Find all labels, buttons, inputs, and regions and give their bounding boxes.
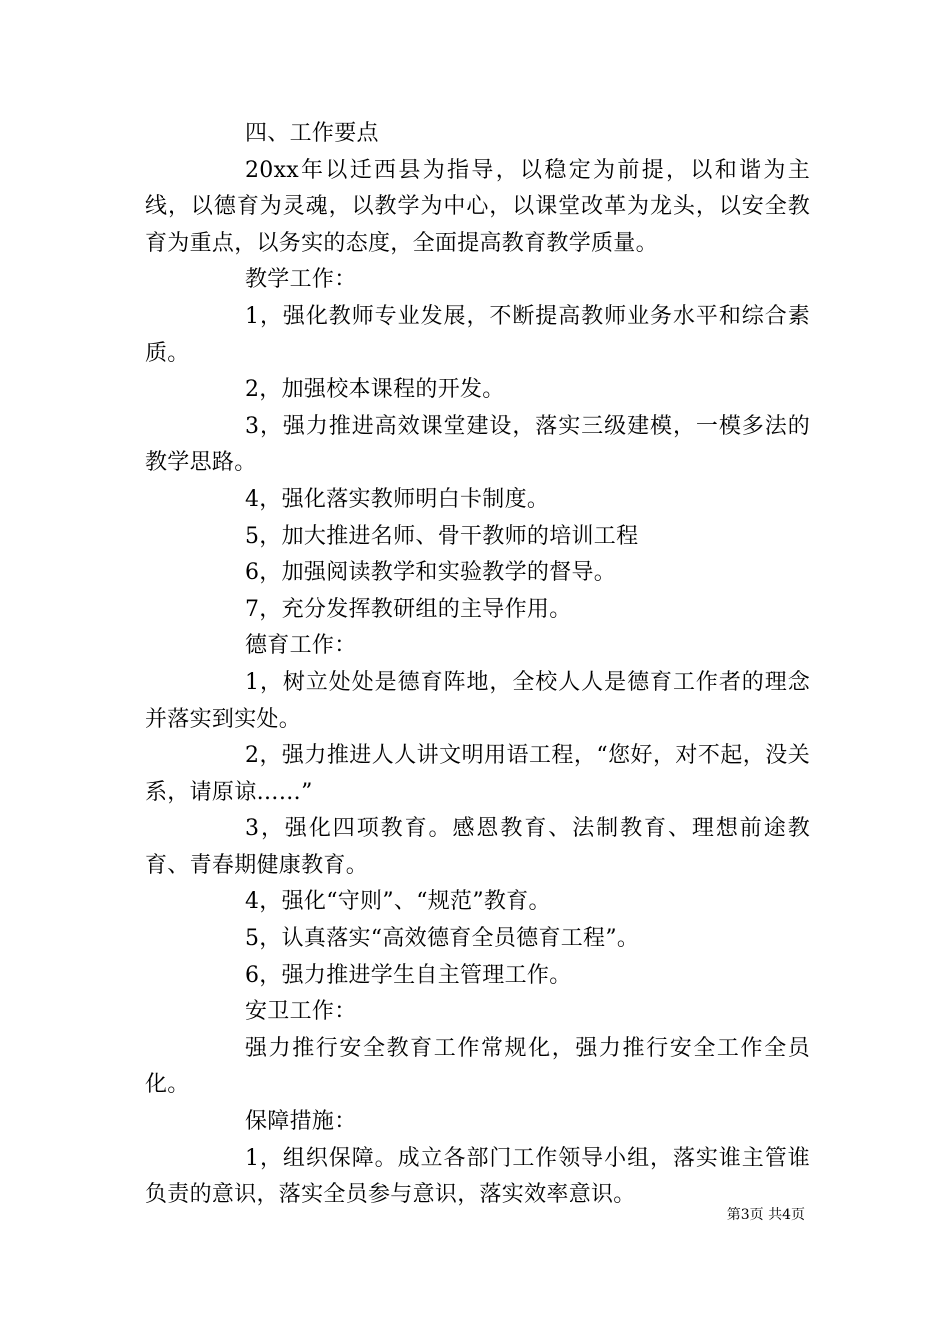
measures-item: 1，组织保障。成立各部门工作领导小组，落实谁主管谁负责的意识，落实全员参与意识，落实效率意识。	[145, 1145, 810, 1208]
teaching-heading: 教学工作：	[245, 267, 357, 293]
measures-heading: 保障措施：	[245, 1109, 357, 1135]
moral-item: 4，强化“守则”、“规范”教育。	[245, 889, 551, 915]
teaching-item: 7，充分发挥教研组的主导作用。	[245, 596, 572, 622]
teaching-item: 6，加强阅读教学和实验教学的督导。	[245, 560, 617, 586]
moral-item: 2，强力推进人人讲文明用语工程，“您好，对不起，没关系，请原谅……”	[145, 743, 810, 805]
moral-item: 5，认真落实“高效德育全员德育工程”。	[245, 926, 640, 952]
safety-heading: 安卫工作：	[245, 999, 357, 1025]
section-heading: 四、工作要点	[245, 121, 379, 146]
teaching-item: 4，强化落实教师明白卡制度。	[245, 486, 550, 512]
teaching-item: 5，加大推进名师、骨干教师的培训工程	[245, 523, 639, 549]
document-body	[145, 116, 810, 1214]
moral-item: 3，强化四项教育。感恩教育、法制教育、理想前途教育、青春期健康教育。	[145, 816, 810, 878]
moral-item: 6，强力推进学生自主管理工作。	[245, 962, 572, 988]
teaching-item: 3，强力推进高效课堂建设，落实三级建模，一模多法的教学思路。	[145, 413, 810, 476]
moral-item: 1，树立处处是德育阵地，全校人人是德育工作者的理念并落实到实处。	[145, 669, 810, 732]
moral-heading: 德育工作：	[245, 633, 357, 659]
teaching-item: 2，加强校本课程的开发。	[245, 377, 505, 403]
page-number: 第3页 共4页	[726, 1207, 805, 1223]
teaching-item: 1，强化教师专业发展，不断提高教师业务水平和综合素质。	[145, 303, 810, 366]
safety-item: 强力推行安全教育工作常规化，强力推行安全工作全员化。	[145, 1035, 810, 1098]
intro-paragraph: 20xx年以迁西县为指导，以稳定为前提，以和谐为主线，以德育为灵魂，以教学为中心，以课堂改革为龙头，以安全教育为重点，以务实的态度，全面提高教育教学质量。	[145, 157, 810, 256]
